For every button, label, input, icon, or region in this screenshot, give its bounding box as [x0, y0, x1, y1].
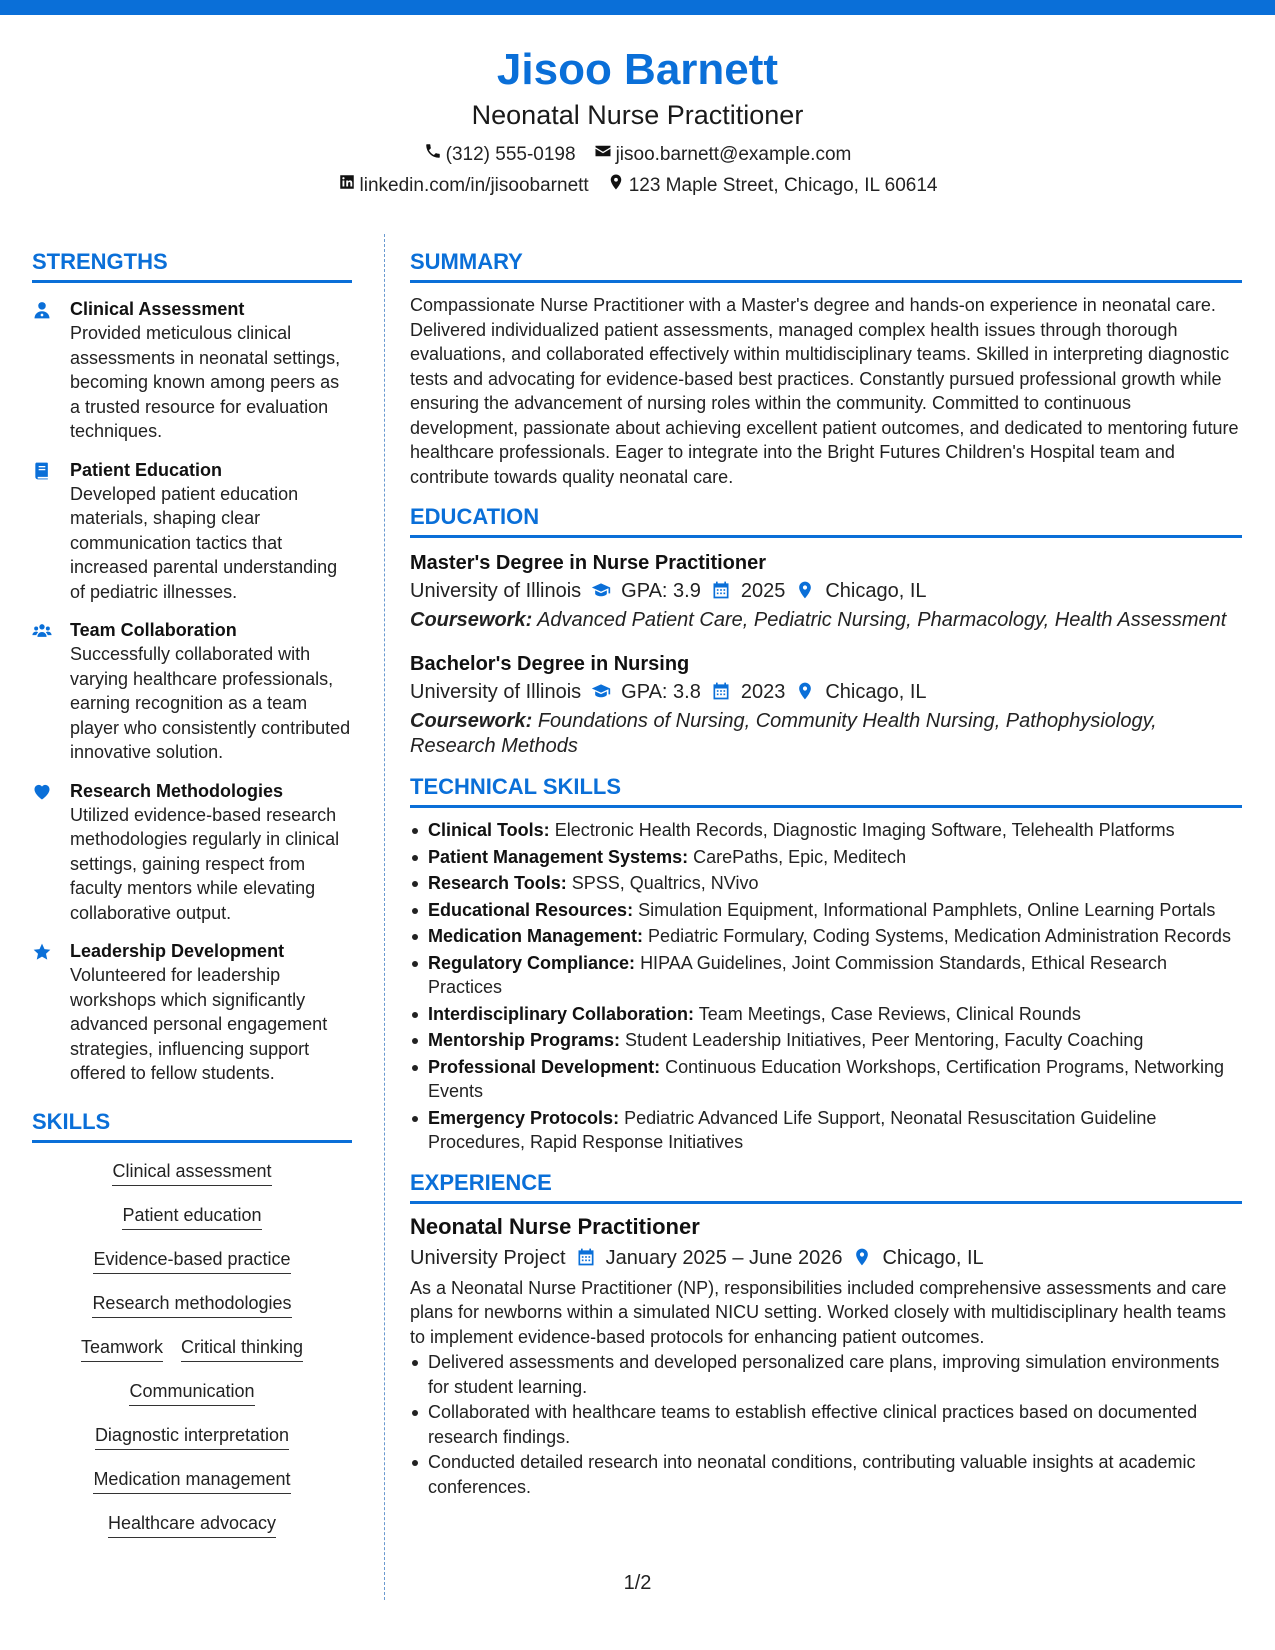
linkedin-contact[interactable]: [338, 173, 589, 199]
tech-value: Continuous Education Workshops, Certification Programs, Networking Events: [428, 1056, 1225, 1101]
map-pin-icon: [852, 1242, 872, 1274]
location-text: Chicago, IL: [882, 1246, 984, 1269]
address-text: 123 Maple Street, Chicago, IL 60614: [628, 175, 938, 196]
skill-tag: Patient education: [122, 1203, 261, 1230]
tech-value: Simulation Equipment, Informational Pamphlets, Online Learning Portals: [638, 899, 1216, 920]
experience-meta: [410, 1242, 1242, 1274]
degree-title: Bachelor's Degree in Nursing: [410, 653, 690, 675]
linkedin-icon: [338, 173, 356, 199]
list-item: [410, 871, 1242, 896]
linkedin-text[interactable]: linkedin.com/in/jisoobarnett: [359, 175, 589, 196]
technical-skills-heading: TECHNICAL SKILLS: [410, 773, 1242, 808]
tech-label: Mentorship Programs:: [428, 1030, 621, 1050]
skill-tag: Clinical assessment: [112, 1159, 271, 1186]
user-doctor-icon: [32, 297, 70, 444]
heart-icon: [32, 779, 70, 926]
column-divider: [384, 234, 385, 1600]
education-meta: [410, 677, 1242, 707]
list-item: [410, 898, 1242, 923]
strength-item: [32, 618, 352, 765]
degree-title: Master's Degree in Nurse Practitioner: [410, 552, 766, 574]
list-item: Delivered assessments and developed personalized care plans, improving simulation environments for student learning.: [410, 1350, 1242, 1399]
experience-heading: EXPERIENCE: [410, 1169, 1242, 1204]
gpa-text: GPA: 3.8: [621, 681, 701, 703]
strength-item: [32, 779, 352, 926]
experience-item: [410, 1212, 1242, 1500]
list-item: [410, 1002, 1242, 1027]
right-column: [410, 248, 1242, 1499]
list-item: Collaborated with healthcare teams to establish effective clinical practices based on documented research findings.: [410, 1400, 1242, 1449]
email-contact[interactable]: [594, 142, 852, 168]
education-item: [410, 651, 1242, 759]
email-text[interactable]: jisoo.barnett@example.com: [615, 144, 852, 165]
book-icon: [32, 458, 70, 605]
tech-value: SPSS, Qualtrics, NVivo: [571, 873, 759, 893]
coursework-label: Coursework:: [410, 609, 533, 631]
tech-label: Interdisciplinary Collaboration:: [428, 1003, 695, 1024]
phone-icon: [424, 142, 442, 168]
strength-title: Leadership Development: [70, 941, 285, 961]
coursework-text: Advanced Patient Care, Pediatric Nursing, Pharmacology, Health Assessment: [537, 609, 1227, 631]
list-item: [410, 818, 1242, 843]
education-heading: EDUCATION: [410, 503, 1242, 538]
tech-value: Student Leadership Initiatives, Peer Mentoring, Faculty Coaching: [625, 1030, 1144, 1050]
graduation-cap-icon: [591, 576, 611, 606]
education-section: [410, 503, 1242, 759]
school-name: University of Illinois: [410, 580, 582, 602]
strength-item: [32, 458, 352, 605]
tech-value: CarePaths, Epic, Meditech: [693, 846, 907, 867]
education-meta: [410, 576, 1242, 606]
tech-value: Pediatric Advanced Life Support, Neonatal Resuscitation Guideline Procedures, Rapid Response Initiatives: [428, 1107, 1157, 1152]
strength-item: [32, 297, 352, 444]
strength-title: Clinical Assessment: [70, 299, 245, 319]
skill-tag: Research methodologies: [92, 1291, 291, 1318]
strength-title: Research Methodologies: [70, 780, 284, 801]
resume-header: [0, 42, 1275, 199]
position-title: Neonatal Nurse Practitioner: [410, 1213, 700, 1239]
tech-label: Medication Management:: [428, 926, 644, 946]
organization-name: University Project: [410, 1246, 566, 1269]
users-icon: [32, 618, 70, 765]
skill-tag: Communication: [129, 1379, 254, 1406]
address-contact: [607, 173, 938, 199]
experience-description: As a Neonatal Nurse Practitioner (NP), responsibilities included comprehensive assessments and care plans for newborns within a simulated NICU setting. Worked closely with multidisciplinary health teams to implement evidence-based protocols for enhancing patient outcomes.: [410, 1277, 1227, 1347]
coursework: [410, 709, 1242, 759]
year-text: 2023: [740, 681, 786, 703]
location-text: Chicago, IL: [825, 681, 927, 703]
graduation-cap-icon: [591, 677, 611, 707]
skill-tag: Teamwork: [81, 1335, 163, 1362]
strength-desc: Utilized evidence-based research methodologies regularly in clinical settings, gaining respect from faculty mentors while elevating collaborative output.: [70, 804, 340, 923]
summary-section: [410, 248, 1242, 489]
star-icon: [32, 939, 70, 1086]
list-item: [410, 924, 1242, 949]
gpa-text: GPA: 3.9: [621, 580, 701, 602]
summary-text: Compassionate Nurse Practitioner with a Master's degree and hands-on experience in neonatal care. Delivered individualized patient assessments, managed complex health issues through thorough evaluations, and collaborated effectively within multidisciplinary teams. Skilled in interpreting diagnostic tests and advocating for evidence-based best practices. Constantly pursued professional growth while ensuring the advancement of nursing roles within the community. Committed to continuous development, passionate about achieving excellent patient outcomes, and dedicated to mentoring future healthcare professionals. Eager to integrate into the Bright Futures Children's Hospital team and contribute towards quality neonatal care.: [410, 295, 1239, 487]
list-item: [410, 1106, 1242, 1155]
skills-heading: SKILLS: [32, 1108, 352, 1143]
coursework-label: Coursework:: [410, 710, 533, 732]
date-range: January 2025 – June 2026: [605, 1246, 843, 1269]
list-item: [410, 1055, 1242, 1104]
tech-label: Clinical Tools:: [428, 820, 550, 840]
calendar-icon: [711, 576, 731, 606]
school-name: University of Illinois: [410, 681, 582, 703]
location-text: Chicago, IL: [825, 580, 927, 602]
candidate-role: Neonatal Nurse Practitioner: [471, 100, 804, 130]
list-item: Conducted detailed research into neonatal conditions, contributing valuable insights at academic conferences.: [410, 1450, 1242, 1499]
list-item: [410, 845, 1242, 870]
summary-heading: SUMMARY: [410, 248, 1242, 283]
tech-label: Regulatory Compliance:: [428, 952, 636, 973]
education-item: [410, 550, 1242, 633]
skill-tag: Critical thinking: [181, 1335, 303, 1362]
phone-text: (312) 555-0198: [445, 144, 576, 165]
tech-value: Electronic Health Records, Diagnostic Imaging Software, Telehealth Platforms: [554, 820, 1175, 840]
calendar-icon: [711, 677, 731, 707]
skill-tag: Healthcare advocacy: [108, 1511, 276, 1538]
calendar-icon: [576, 1242, 596, 1274]
strength-item: [32, 939, 352, 1086]
strength-title: Patient Education: [70, 459, 223, 480]
list-item: [410, 1028, 1242, 1053]
technical-skills-list: [410, 818, 1242, 1155]
strength-desc: Successfully collaborated with varying healthcare professionals, earning recognition as a team player who consistently contributed innovative solution.: [70, 644, 351, 762]
tech-label: Emergency Protocols:: [428, 1107, 620, 1128]
strengths-section: [32, 248, 352, 1086]
skill-tag: Medication management: [93, 1467, 290, 1494]
list-item: [410, 951, 1242, 1000]
strength-desc: Provided meticulous clinical assessments in neonatal settings, becoming known among peers as a trusted resource for evaluation techniques.: [70, 323, 341, 441]
experience-bullets: [410, 1350, 1242, 1499]
left-column: [32, 248, 352, 1555]
tech-value: Team Meetings, Case Reviews, Clinical Rounds: [698, 1003, 1081, 1024]
coursework-text: Foundations of Nursing, Community Health Nursing, Pathophysiology, Research Methods: [410, 710, 1157, 757]
tech-value: Pediatric Formulary, Coding Systems, Medication Administration Records: [648, 926, 1231, 946]
tech-label: Research Tools:: [428, 873, 567, 893]
tech-label: Patient Management Systems:: [428, 846, 689, 867]
skills-list: [32, 1159, 352, 1538]
phone-contact: [424, 142, 576, 168]
skill-tag: Evidence-based practice: [93, 1247, 290, 1274]
map-pin-icon: [607, 173, 625, 199]
page-number: 1/2: [623, 1572, 652, 1594]
candidate-name: Jisoo Barnett: [496, 45, 779, 94]
experience-section: [410, 1169, 1242, 1500]
contact-line-1: [0, 142, 1275, 168]
tech-label: Educational Resources:: [428, 899, 634, 920]
envelope-icon: [594, 142, 612, 168]
strength-desc: Volunteered for leadership workshops which significantly advanced personal engagement strategies, influencing support offered to fellow students.: [70, 965, 328, 1083]
strength-title: Team Collaboration: [70, 620, 237, 640]
top-accent-bar: [0, 0, 1275, 15]
skill-tag: Diagnostic interpretation: [95, 1423, 289, 1450]
tech-value: HIPAA Guidelines, Joint Commission Standards, Ethical Research Practices: [428, 952, 1167, 997]
map-pin-icon: [795, 576, 815, 606]
technical-skills-section: [410, 773, 1242, 1155]
year-text: 2025: [740, 580, 786, 602]
tech-label: Professional Development:: [428, 1056, 661, 1077]
contact-line-2: [0, 173, 1275, 199]
map-pin-icon: [795, 677, 815, 707]
coursework: [410, 608, 1242, 633]
skills-section: [32, 1108, 352, 1538]
strengths-heading: STRENGTHS: [32, 248, 352, 283]
strength-desc: Developed patient education materials, shaping clear communication tactics that increased parental understanding of pediatric illnesses.: [70, 483, 338, 602]
